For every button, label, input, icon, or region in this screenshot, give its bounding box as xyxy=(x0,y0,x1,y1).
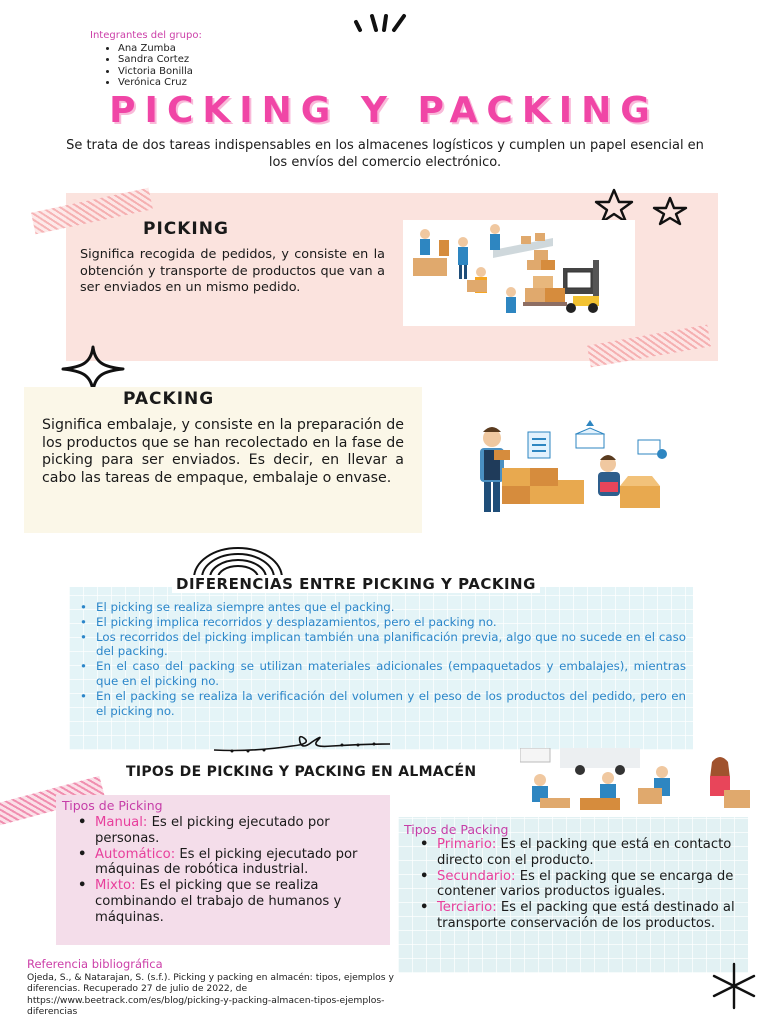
packing-types-list xyxy=(420,837,742,932)
group-members xyxy=(90,30,202,89)
packing-type-key: Secundario: xyxy=(437,868,516,884)
packing-types-label: Tipos de Packing xyxy=(404,822,509,837)
picking-description: Significa recogida de pedidos, y consiste en la obtención y transporte de productos que van a ser enviados en un mismo pedido. xyxy=(80,247,385,295)
picking-type-text: Es el picking ejecutado por personas. xyxy=(95,815,330,846)
page-subtitle: Se trata de dos tareas indispensables en los almacenes logísticos y cumplen un papel esencial en los envíos del comercio electrónico. xyxy=(66,138,704,170)
members-list xyxy=(90,43,202,89)
heart-line-icon xyxy=(212,730,392,758)
members-label: Integrantes del grupo: xyxy=(90,30,202,41)
asterisk-doodle-icon xyxy=(708,960,760,1012)
picking-type-key: Manual: xyxy=(95,815,148,830)
packing-type-text: Es el packing que se encarga de contener varios productos iguales. xyxy=(437,868,734,900)
packing-heading: PACKING xyxy=(123,389,215,409)
member-item: • Ana Zumba xyxy=(118,43,202,55)
picking-type-text: Es el picking que se realiza combinando el trabajo de humanos y máquinas. xyxy=(95,878,342,925)
packing-description: Significa embalaje, y consiste en la preparación de los productos que se han recolectado en la fase de picking para ser enviados. Es decir, en llevar a cabo las tareas de empaque, embalaje o envase. xyxy=(42,417,404,486)
packing-type-item xyxy=(420,869,742,901)
delivery-workers-illustration xyxy=(520,748,752,812)
picking-heading: PICKING xyxy=(143,219,229,239)
reference-text: Ojeda, S., & Natarajan, S. (s.f.). Picking y packing en almacén: tipos, ejemplos y diferencias. Recuperado 27 de julio de 2022, de https://www.beetrack.com/es/blog/picking-y-packing-almacen-tipos-ejemplos-diferencias xyxy=(27,972,394,1018)
difference-item: • En el caso del packing se utilizan materiales adicionales (empaquetados y embalajes), mientras que en el picking no. xyxy=(78,659,686,689)
packing-type-item xyxy=(420,900,742,932)
reference-heading: Referencia bibliográfica xyxy=(27,957,163,971)
packing-type-text: Es el packing que está destinado al transporte conservación de los productos. xyxy=(437,900,735,931)
difference-item: • Los recorridos del picking implican también una planificación previa, algo que no sucede en el caso del packing. xyxy=(78,630,686,660)
picking-type-item xyxy=(78,878,378,925)
member-item: • Sandra Cortez xyxy=(118,54,202,66)
packing-type-text: Es el packing que está en contacto directo con el producto. xyxy=(437,837,732,868)
warehouse-picking-illustration xyxy=(403,220,635,326)
difference-item: • El picking implica recorridos y desplazamientos, pero el packing no. xyxy=(78,615,686,630)
picking-types-list xyxy=(78,815,378,926)
packing-type-key: Terciario: xyxy=(437,900,497,916)
differences-list xyxy=(78,600,686,718)
difference-item: • El picking se realiza siempre antes que el packing. xyxy=(78,600,686,615)
member-item: • Verónica Cruz xyxy=(118,77,202,89)
picking-type-key: Mixto: xyxy=(95,878,136,894)
picking-type-item xyxy=(78,847,378,879)
picking-type-text: Es el picking ejecutado por máquinas de robótica industrial. xyxy=(95,846,358,878)
packing-type-item xyxy=(420,837,742,869)
packing-workers-illustration xyxy=(450,420,680,520)
four-point-star-icon xyxy=(60,345,126,393)
page-title: PICKING Y PACKING xyxy=(109,90,659,131)
sparkle-strokes-icon xyxy=(352,10,412,34)
member-item: • Victoria Bonilla xyxy=(118,66,202,78)
types-heading: TIPOS DE PICKING Y PACKING EN ALMACÉN xyxy=(126,764,477,780)
picking-type-item xyxy=(78,815,378,847)
packing-type-key: Primario: xyxy=(437,837,497,852)
differences-heading: DIFERENCIAS ENTRE PICKING Y PACKING xyxy=(172,575,540,593)
picking-type-key: Automático: xyxy=(95,846,176,862)
picking-types-label: Tipos de Picking xyxy=(62,798,163,813)
difference-item: • En el packing se realiza la verificación del volumen y el peso de los productos del pedido, pero en el picking no. xyxy=(78,689,686,719)
